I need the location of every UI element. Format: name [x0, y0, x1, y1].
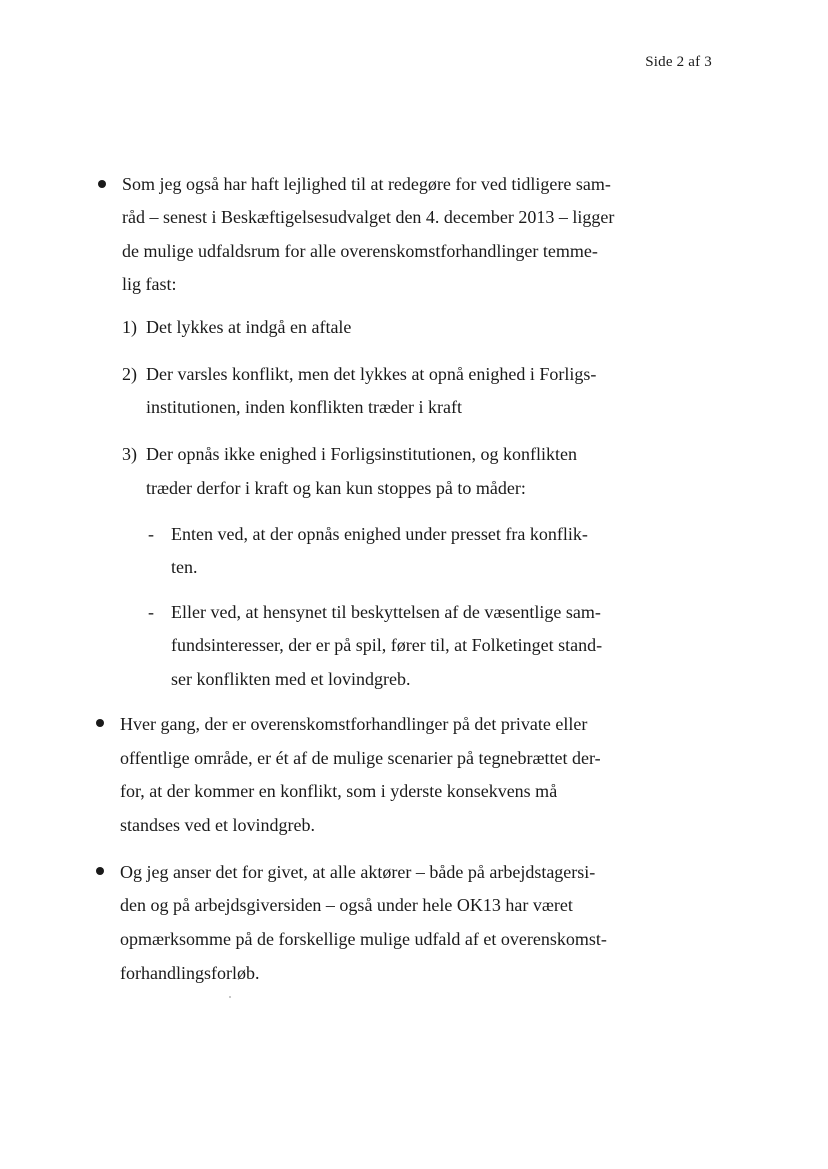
text-line: forhandlingsforløb.	[120, 963, 260, 983]
text-line: Der opnås ikke enighed i Forligsinstitutionen, og konflikten	[146, 444, 577, 464]
bullet-dot-icon	[96, 867, 104, 875]
text-line: Som jeg også har haft lejlighed til at redegøre for ved tidligere sam-	[122, 174, 611, 194]
text-line: for, at der kommer en konflikt, som i yderste konsekvens må	[120, 781, 558, 801]
text-line: Hver gang, der er overenskomstforhandlinger på det private eller	[120, 714, 588, 734]
text-line: ten.	[171, 557, 198, 577]
list-number: 1)	[122, 317, 137, 337]
scan-speck	[229, 996, 231, 998]
text-line: den og på arbejdsgiversiden – også under hele OK13 har været	[120, 895, 573, 915]
bullet-dot-icon	[98, 180, 106, 188]
list-number: 3)	[122, 444, 137, 464]
text-line: standses ved et lovindgreb.	[120, 815, 315, 835]
dash-marker: -	[148, 524, 154, 544]
dash-marker: -	[148, 602, 154, 622]
text-line: træder derfor i kraft og kan kun stoppes på to måder:	[146, 478, 526, 498]
text-line: Enten ved, at der opnås enighed under presset fra konflik-	[171, 524, 588, 544]
text-line: Det lykkes at indgå en aftale	[146, 317, 352, 337]
text-line: institutionen, inden konflikten træder i kraft	[146, 397, 462, 417]
text-line: Og jeg anser det for givet, at alle aktører – både på arbejdstagersi-	[120, 862, 596, 882]
text-line: Eller ved, at hensynet til beskyttelsen af de væsentlige sam-	[171, 602, 601, 622]
text-line: råd – senest i Beskæftigelsesudvalget den 4. december 2013 – ligger	[122, 207, 615, 227]
text-line: Der varsles konflikt, men det lykkes at opnå enighed i Forligs-	[146, 364, 597, 384]
text-line: de mulige udfaldsrum for alle overenskomstforhandlinger temme-	[122, 241, 598, 261]
text-line: offentlige område, er ét af de mulige scenarier på tegnebrættet der-	[120, 748, 601, 768]
list-number: 2)	[122, 364, 137, 384]
text-line: ser konflikten med et lovindgreb.	[171, 669, 411, 689]
text-line: lig fast:	[122, 274, 177, 294]
text-line: fundsinteresser, der er på spil, fører til, at Folketinget stand-	[171, 635, 603, 655]
text-line: opmærksomme på de forskellige mulige udfald af et overenskomst-	[120, 929, 607, 949]
page-number: Side 2 af 3	[645, 54, 712, 70]
bullet-dot-icon	[96, 719, 104, 727]
